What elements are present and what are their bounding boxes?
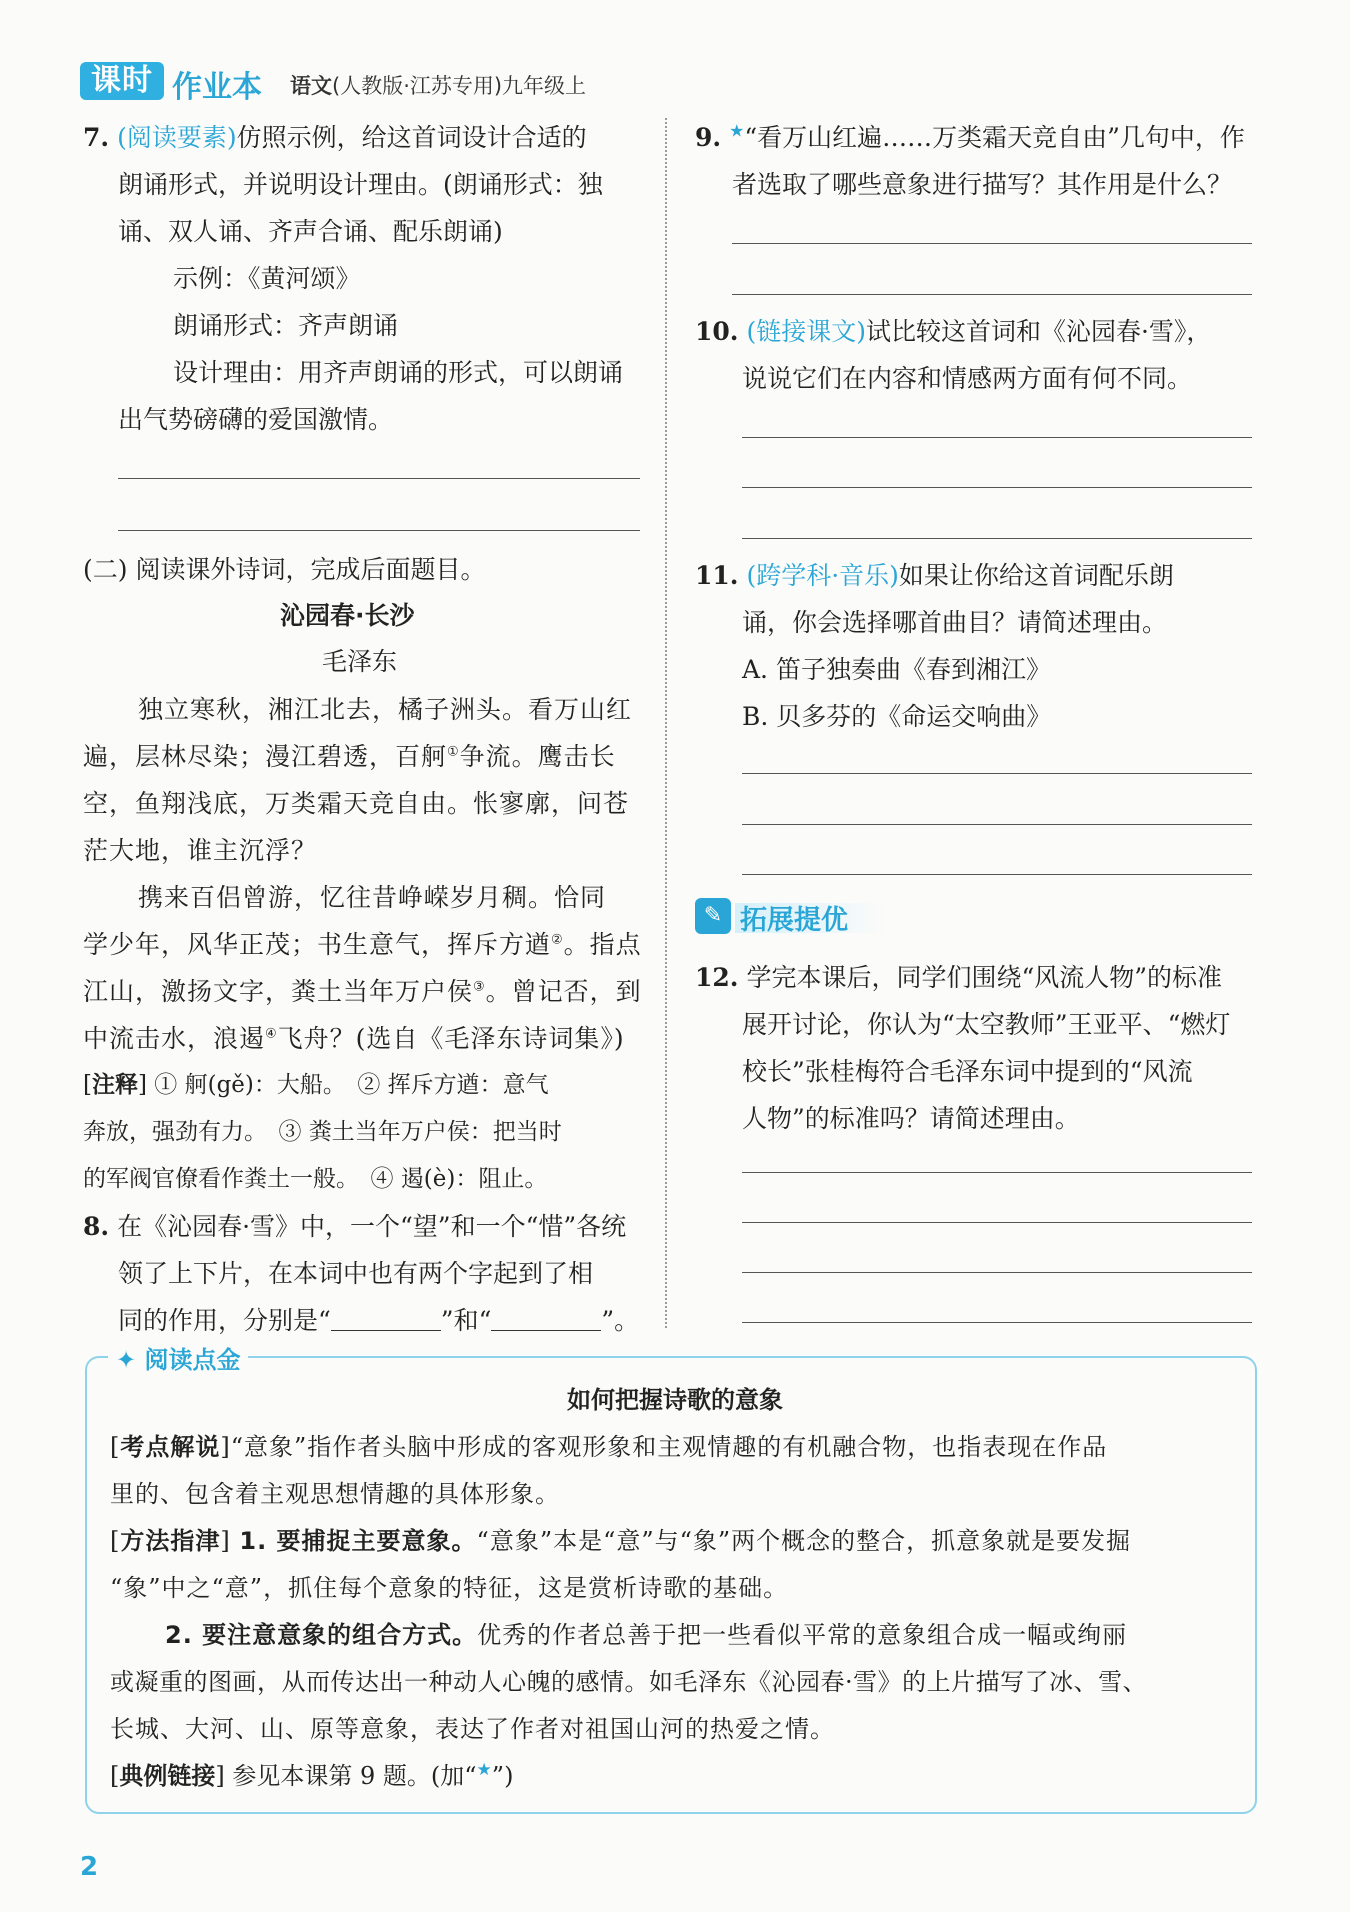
kd-text: “意象”指作者头脑中形成的客观形象和主观情趣的有机融合物，也指表现在作品 bbox=[230, 1433, 1108, 1461]
section-header-extension: 拓展提优 bbox=[740, 905, 848, 936]
q10-number: 10. bbox=[695, 317, 739, 346]
dl-line: [典例链接] 参见本课第 9 题。(加“★”) bbox=[110, 1760, 514, 1790]
q9-answer-line-2[interactable] bbox=[732, 294, 1252, 295]
subject-main: 语文 bbox=[290, 74, 332, 98]
dl-text: 参见本课第 9 题。(加“ bbox=[232, 1762, 477, 1790]
footnote-ref-1: ① bbox=[447, 744, 460, 760]
q10-text: 试比较这首词和《沁园春·雪》， bbox=[865, 317, 1212, 346]
ff-point-1: 1. 要捕捉主要意象。 bbox=[239, 1527, 477, 1555]
q10-line-1 bbox=[695, 312, 1211, 348]
q10-answer-line-2[interactable] bbox=[742, 487, 1252, 488]
poem-title: 沁园春·长沙 bbox=[280, 601, 415, 630]
star-icon: ★ bbox=[729, 121, 745, 142]
q10-answer-line-1[interactable] bbox=[742, 437, 1252, 438]
notes-line-1 bbox=[83, 1066, 549, 1099]
poem-text: 争流。鹰击长 bbox=[459, 742, 616, 771]
q8-text: ”和“ bbox=[440, 1306, 492, 1335]
q9-text: “看万山红遍……万类霜天竞自由”几句中，作 bbox=[744, 123, 1245, 152]
q12-answer-line-4[interactable] bbox=[742, 1322, 1252, 1323]
reading-tip-title: 如何把握诗歌的意象 bbox=[567, 1386, 783, 1414]
poem-author: 毛泽东 bbox=[322, 647, 398, 676]
poem-line-2 bbox=[83, 737, 616, 773]
poem-text: 。指点 bbox=[563, 930, 642, 959]
ff-line-1: [方法指津] 1. 要捕捉主要意象。“意象”本是“意”与“象”两个概念的整合，抓意象就是要发掘 bbox=[110, 1527, 1132, 1555]
poem-line-1: 独立寒秋，湘江北去，橘子洲头。看万山红 bbox=[138, 695, 633, 724]
q8-line-3 bbox=[118, 1301, 639, 1337]
q11-text: 如果让你给这首词配乐朗 bbox=[898, 561, 1174, 590]
q12-text: 学完本课后，同学们围绕“风流人物”的标准 bbox=[746, 963, 1223, 992]
page-number: 2 bbox=[80, 1852, 99, 1882]
brand-title: 作业本 bbox=[172, 70, 262, 105]
poem-text: 。曾记否，到 bbox=[485, 977, 642, 1006]
q9-line-1 bbox=[695, 118, 1245, 154]
logo: 课时 bbox=[80, 62, 164, 100]
poem-text: 中流击水，浪遏 bbox=[83, 1024, 266, 1053]
q8-blank-2[interactable] bbox=[491, 1329, 601, 1331]
q11-option-a[interactable]: A. 笛子独奏曲《春到湘江》 bbox=[742, 655, 1051, 684]
dl-label: 典例链接 bbox=[119, 1762, 216, 1790]
q12-number: 12. bbox=[695, 963, 739, 992]
q10-line-2: 说说它们在内容和情感两方面有何不同。 bbox=[742, 364, 1193, 393]
footnote-ref-3: ③ bbox=[473, 979, 486, 995]
notes-label: [注释] bbox=[83, 1072, 155, 1098]
subject-detail: (人教版·江苏专用)九年级上 bbox=[332, 74, 587, 98]
ff-point-2: 2. 要注意意象的组合方式。 bbox=[165, 1621, 478, 1649]
q7-line-1 bbox=[83, 118, 587, 154]
ff-line-3 bbox=[165, 1615, 1127, 1650]
q7-line-2: 朗诵形式，并说明设计理由。(朗诵形式：独 bbox=[118, 170, 603, 199]
kd-line-2: 里的、包含着主观思想情趣的具体形象。 bbox=[110, 1480, 560, 1508]
q7-number: 7. bbox=[83, 123, 110, 152]
q8-text: 同的作用，分别是“ bbox=[118, 1306, 331, 1335]
q7-line-3: 诵、双人诵、齐声合诵、配乐朗诵) bbox=[118, 217, 503, 246]
q9-answer-line-1[interactable] bbox=[732, 243, 1252, 244]
edit-icon: ✎ bbox=[695, 898, 731, 934]
poem-text: 飞舟？(选自《毛泽东诗词集》) bbox=[277, 1024, 625, 1053]
q11-answer-line-2[interactable] bbox=[742, 824, 1252, 825]
q7-text: 仿照示例，给这首词设计合适的 bbox=[236, 123, 587, 152]
q10-tag: (链接课文) bbox=[746, 317, 866, 346]
q11-line-2: 诵，你会选择哪首曲目？请简述理由。 bbox=[742, 608, 1168, 637]
footnote-ref-2: ② bbox=[551, 932, 564, 948]
q12-line-2: 展开讨论，你认为“太空教师”王亚平、“燃灯 bbox=[742, 1010, 1231, 1039]
ff-line-2: “象”中之“意”，抓住每个意象的特征，这是赏析诗歌的基础。 bbox=[110, 1574, 789, 1602]
kd-line-1: [考点解说]“意象”指作者头脑中形成的客观形象和主观情趣的有机融合物，也指表现在作品 bbox=[110, 1433, 1108, 1461]
ff-line-4: 或凝重的图画，从而传达出一种动人心魄的感情。如毛泽东《沁园春·雪》的上片描写了冰、雪、 bbox=[110, 1668, 1148, 1696]
ff-label: 方法指津 bbox=[120, 1527, 221, 1555]
notes-line-2: 奔放，强劲有力。 ③ 粪土当年万户侯：把当时 bbox=[83, 1119, 562, 1145]
sparkle-icon: ✦ bbox=[116, 1346, 137, 1374]
ff-text: 优秀的作者总善于把一些看似平常的意象组合成一幅或绚丽 bbox=[477, 1621, 1128, 1649]
q12-line-4: 人物”的标准吗？请简述理由。 bbox=[742, 1104, 1080, 1133]
q11-option-b[interactable]: B. 贝多芬的《命运交响曲》 bbox=[742, 702, 1052, 731]
dl-text-end: ”) bbox=[491, 1762, 514, 1790]
q8-line-2: 领了上下片，在本词中也有两个字起到了相 bbox=[118, 1259, 594, 1288]
q8-text: ”。 bbox=[601, 1306, 640, 1335]
q7-tag: (阅读要素) bbox=[117, 123, 237, 152]
q7-answer-line-2[interactable] bbox=[118, 530, 640, 531]
q8-number: 8. bbox=[83, 1212, 110, 1241]
q11-line-1 bbox=[695, 556, 1174, 592]
q11-answer-line-1[interactable] bbox=[742, 773, 1252, 774]
notes-text: ① 舸(gě)：大船。 ② 挥斥方遒：意气 bbox=[154, 1072, 549, 1098]
q11-number: 11. bbox=[695, 561, 739, 590]
column-divider bbox=[665, 118, 667, 1328]
poem-text: 江山，激扬文字，粪土当年万户侯 bbox=[83, 977, 474, 1006]
q12-answer-line-1[interactable] bbox=[742, 1172, 1252, 1173]
q8-text: 在《沁园春·雪》中，一个“望”和一个“惜”各统 bbox=[117, 1212, 627, 1241]
q12-line-3: 校长”张桂梅符合毛泽东词中提到的“风流 bbox=[742, 1057, 1193, 1086]
q7-reason: 设计理由：用齐声朗诵的形式，可以朗诵 bbox=[173, 358, 624, 387]
section2-intro: (二) 阅读课外诗词，完成后面题目。 bbox=[83, 555, 486, 584]
notes-line-3: 的军阀官僚看作粪土一般。 ④ 遏(è)：阻止。 bbox=[83, 1166, 548, 1192]
kd-label: 考点解说 bbox=[120, 1433, 221, 1461]
poem-line-5: 携来百侣曾游，忆往昔峥嵘岁月稠。恰同 bbox=[138, 883, 607, 912]
q7-answer-line-1[interactable] bbox=[118, 478, 640, 479]
poem-text: 遍，层林尽染；漫江碧透，百舸 bbox=[83, 742, 448, 771]
reading-tip-label bbox=[108, 1340, 248, 1375]
poem-line-7 bbox=[83, 972, 642, 1008]
q12-answer-line-3[interactable] bbox=[742, 1272, 1252, 1273]
poem-line-8 bbox=[83, 1019, 625, 1055]
q8-blank-1[interactable] bbox=[331, 1329, 441, 1331]
q12-line-1 bbox=[695, 958, 1222, 994]
q7-example: 示例：《黄河颂》 bbox=[173, 264, 361, 293]
q10-answer-line-3[interactable] bbox=[742, 538, 1252, 539]
subject-line bbox=[290, 70, 586, 100]
q9-number: 9. bbox=[695, 123, 722, 152]
reading-tip-label-text: 阅读点金 bbox=[144, 1346, 241, 1374]
q11-tag: (跨学科·音乐) bbox=[746, 561, 899, 590]
q8-line-1 bbox=[83, 1207, 626, 1243]
q7-form: 朗诵形式：齐声朗诵 bbox=[173, 311, 399, 340]
q9-line-2: 者选取了哪些意象进行描写？其作用是什么？ bbox=[732, 170, 1233, 199]
poem-line-3: 空，鱼翔浅底，万类霜天竞自由。怅寥廓，问苍 bbox=[83, 789, 630, 818]
q12-answer-line-2[interactable] bbox=[742, 1222, 1252, 1223]
ff-text: “意象”本是“意”与“象”两个概念的整合，抓意象就是要发掘 bbox=[476, 1527, 1132, 1555]
poem-line-4: 茫大地，谁主沉浮？ bbox=[83, 836, 318, 865]
ff-line-5: 长城、大河、山、原等意象，表达了作者对祖国山河的热爱之情。 bbox=[110, 1715, 835, 1743]
footnote-ref-4: ④ bbox=[265, 1026, 278, 1042]
poem-text: 学少年，风华正茂；书生意气，挥斥方遒 bbox=[83, 930, 552, 959]
poem-line-6 bbox=[83, 925, 642, 961]
q7-reason-cont: 出气势磅礴的爱国激情。 bbox=[118, 405, 394, 434]
star-icon: ★ bbox=[476, 1760, 492, 1780]
q11-answer-line-3[interactable] bbox=[742, 874, 1252, 875]
